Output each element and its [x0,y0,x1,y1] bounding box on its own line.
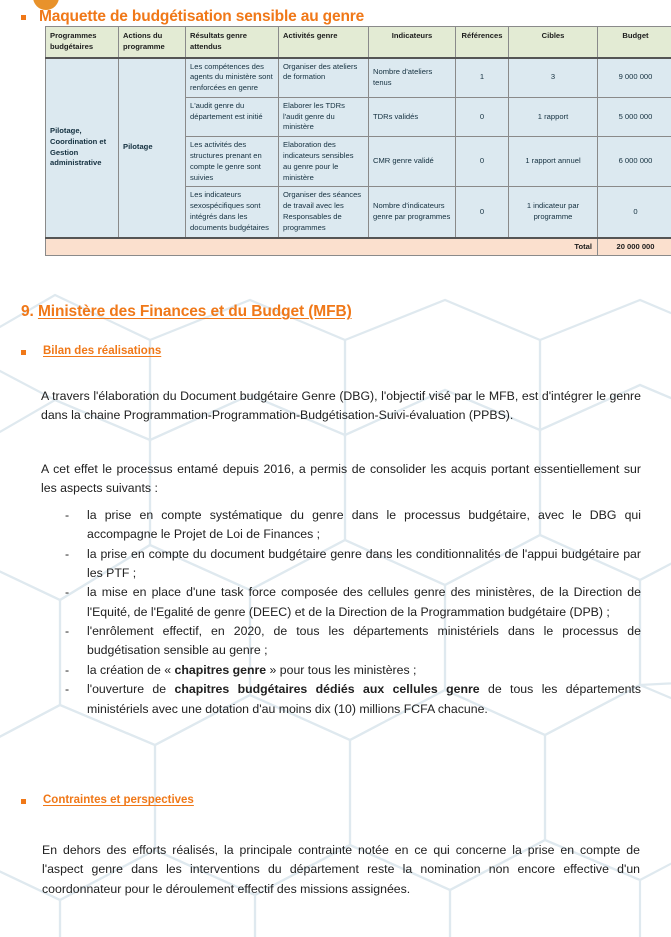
paragraph-contraintes: En dehors des efforts réalisés, la principale contrainte notée en ce qui concerne la prise en compte de l'aspect genre dans les interventions du département reste la nomination non encore effective d'un coordonnateur pour le déroulement effectif des missions assignées. [42,843,640,896]
table-total-row [46,238,671,256]
cell-activite: Organiser des ateliers de formation [279,58,369,98]
table-row [46,58,671,98]
list-item-text: l'enrôlement effectif, en 2020, de tous les départements ministériels dans le processus de budgétisation sensible au genre ; [87,624,641,658]
section-title: Ministère des Finances et du Budget (MFB) [37,303,352,320]
square-bullet-icon [21,15,26,20]
square-bullet-icon [21,350,26,355]
achievements-list [63,506,641,719]
list-item-text: la prise en compte systématique du genre dans le processus budgétaire, avec le DBG qui accompagne le Projet de Loi de Finances ; [87,508,641,542]
cell-activite: Elaborer les TDRs l'audit genre du ministère [279,97,369,136]
cell-indicateur: TDRs validés [369,97,456,136]
square-bullet-icon [21,799,26,804]
col-programmes-budgetaires: Programmes budgétaires [46,27,119,58]
cell-reference: 0 [456,187,509,238]
col-indicateurs: Indicateurs [369,27,456,58]
list-item-text: la mise en place d'une task force composée des cellules genre des ministères, de la Direction de l'Equité, de l'Egalité de genre (DEEC) et de la Direction de la Programmation budgétaire (DPB) ; [87,585,641,619]
cell-resultat: Les activités des structures prenant en compte le genre sont suivies [186,137,279,187]
budget-table [45,26,671,256]
col-resultats-genre: Résultats genre attendus [186,27,279,58]
cell-resultat: Les compétences des agents du ministère sont renforcées en genre [186,58,279,98]
list-item-text: la création de « [87,662,175,677]
col-activites-genre: Activités genre [279,27,369,58]
list-item [63,661,641,680]
list-item-bold: chapitres genre [174,662,267,677]
subheading-contraintes [21,794,194,806]
col-references: Références [456,27,509,58]
total-value: 20 000 000 [598,238,671,256]
subheading-bilan [21,345,161,357]
list-item-text: la prise en compte du document budgétaire genre dans les conditionnalités de l'appui budgétaire par les PTF ; [87,546,641,580]
cell-cible: 1 rapport annuel [509,137,598,187]
cell-resultat: Les indicateurs sexospécifiques sont intégrés dans les documents budgétaires [186,187,279,238]
cell-resultat: L'audit genre du département est initié [186,97,279,136]
cell-programme: Pilotage, Coordination et Gestion administrative [46,58,119,238]
dash-marker: - [65,508,70,522]
paragraph-processus: A cet effet le processus entamé depuis 2016, a permis de consolider les acquis portant essentiellement sur les aspects suivants : [41,462,641,496]
list-item-tail: » pour tous les ministères ; [266,662,417,677]
subheading-contraintes-label: Contraintes et perspectives [43,794,194,806]
cell-cible: 1 indicateur par programme [509,187,598,238]
cell-activite: Elaboration des indicateurs sensibles au genre pour le ministère [279,137,369,187]
cell-budget: 0 [598,187,671,238]
total-label: Total [46,238,598,256]
list-item-tail: de tous les départements ministériels avec une dotation d'au moins dix (10) millions FCFA chacune. [87,682,641,716]
list-item [63,545,641,583]
budget-table-container [45,26,671,256]
cell-reference: 0 [456,137,509,187]
dash-marker: - [65,624,70,639]
cell-indicateur: Nombre d'ateliers tenus [369,58,456,98]
table-header-row [46,27,671,58]
cell-indicateur: Nombre d'indicateurs genre par programmes [369,187,456,238]
dash-marker: - [65,585,70,600]
cell-budget: 5 000 000 [598,97,671,136]
section-heading [21,303,352,321]
heading-maquette-label: Maquette de budgétisation sensible au genre [39,8,365,25]
list-item [63,583,641,621]
list-item [63,622,641,660]
cell-reference: 0 [456,97,509,136]
heading-maquette [21,8,364,26]
section-number: 9. [21,303,34,320]
dash-marker: - [65,546,70,561]
cell-budget: 6 000 000 [598,137,671,187]
dash-marker: - [65,682,70,697]
dash-marker: - [65,662,70,677]
list-item-bold: chapitres budgétaires dédiés aux cellules genre [174,682,480,697]
paragraph-intro: A travers l'élaboration du Document budgétaire Genre (DBG), l'objectif visé par le MFB, est d'intégrer le genre dans la chaine Programmation-Programmation-Budgétisation-Suivi-évaluation (PPBS). [41,389,641,423]
cell-cible: 1 rapport [509,97,598,136]
subheading-bilan-label: Bilan des réalisations [43,345,162,357]
cell-budget: 9 000 000 [598,58,671,98]
cell-indicateur: CMR genre validé [369,137,456,187]
list-item [63,506,641,544]
cell-reference: 1 [456,58,509,98]
list-item-text: l'ouverture de [87,682,175,697]
col-actions-programme: Actions du programme [119,27,186,58]
cell-cible: 3 [509,58,598,98]
list-item [63,680,641,718]
cell-activite: Organiser des séances de travail avec les Responsables de programmes [279,187,369,238]
col-budget: Budget [598,27,671,58]
col-cibles: Cibles [509,27,598,58]
cell-action: Pilotage [119,58,186,238]
